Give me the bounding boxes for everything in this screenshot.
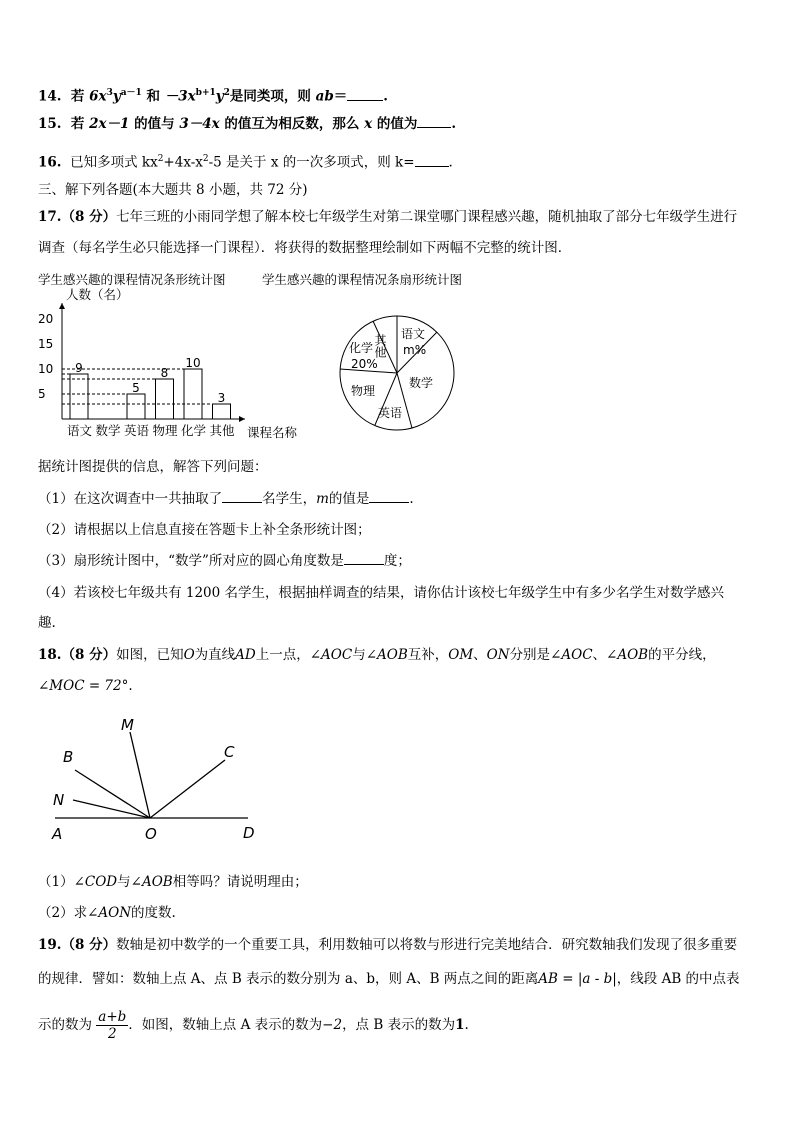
- y-tick-label: 5: [38, 387, 46, 401]
- question-18-part-1: （1）∠COD与∠AOB相等吗？请说明理由；: [38, 874, 308, 890]
- question-number: 17.: [38, 209, 62, 225]
- bar: [184, 369, 202, 419]
- label-a: A: [52, 825, 63, 842]
- label-m: M: [121, 716, 134, 734]
- question-17-part-2: （2）请根据以上信息直接在答题卡上补全条形统计图；: [38, 522, 371, 538]
- answer-blank[interactable]: [417, 115, 451, 128]
- y-tick-label: 10: [38, 362, 54, 376]
- x-tick-label: 数学: [95, 423, 121, 438]
- bar: [156, 379, 174, 419]
- answer-blank[interactable]: [415, 154, 449, 167]
- pie-chart-title: 学生感兴趣的课程情况条扇形统计图: [262, 272, 463, 287]
- question-17-line-1: 17.（8 分）七年三班的小雨同学想了解本校七年级学生对第二课堂哪门课程感兴趣，随机抽取了部分七年级学生进行: [38, 209, 738, 225]
- question-number: 18.: [38, 647, 62, 663]
- question-17-part-3: （3）扇形统计图中，“数学”所对应的圆心角度数是 度；: [38, 553, 411, 569]
- section-heading: 三、解下列各题(本大题共 8 小题，共 72 分): [38, 182, 308, 198]
- label-b: B: [63, 748, 74, 766]
- label-o: O: [145, 825, 157, 842]
- bar: [213, 404, 231, 419]
- bar-data-label: 8: [160, 366, 169, 380]
- question-number: 15.: [38, 116, 62, 132]
- pie-label-math: 数学: [409, 376, 434, 390]
- answer-blank[interactable]: [347, 88, 383, 101]
- bar-data-label: 5: [132, 381, 140, 395]
- x-tick-label: 其他: [209, 423, 235, 438]
- ray-oc: [150, 760, 225, 818]
- pie-chart: [335, 315, 465, 435]
- question-score: （8 分）: [61, 647, 117, 663]
- question-19-line-3: 示的数为 $\frac{a+b}{2}$ ．如图，数轴上点 A 表示的数为−2，点 B 表示的数为1.: [38, 1009, 469, 1042]
- bar-chart-title: 学生感兴趣的课程情况条形统计图: [38, 272, 226, 287]
- ray-on: [73, 800, 150, 818]
- question-18-line-2: ∠MOC = 72°.: [38, 678, 133, 694]
- question-17-line-2: 调查（每名学生必只能选择一门课程）．将获得的数据整理绘制如下两幅不完整的统计图．: [38, 240, 572, 256]
- question-number: 19.: [38, 937, 62, 953]
- question-15: 15. 若 2x－1 的值与 3－4x 的值互为相反数，那么 x 的值为 .: [38, 116, 457, 132]
- y-tick-label: 15: [38, 337, 54, 351]
- x-tick-label: 英语: [124, 423, 150, 438]
- question-number: 16.: [38, 154, 62, 171]
- answer-blank[interactable]: [222, 490, 262, 503]
- pie-label-english: 英语: [378, 406, 403, 420]
- pie-label-other: 其他: [373, 334, 387, 358]
- bar-data-label: 9: [75, 361, 83, 375]
- bar-chart: [30, 283, 310, 443]
- question-19-line-2: 的规律．譬如：数轴上点 A、点 B 表示的数分别为 a、b，则 A、B 两点之间的距离AB = |a - b|，线段 AB 的中点表: [38, 971, 740, 987]
- label-c: C: [224, 743, 235, 761]
- x-tick-label: 物理: [152, 423, 178, 438]
- x-axis-arrow: [239, 416, 245, 422]
- question-16: 16. 已知多项式 $kx^2+4x-x^2-5$ 是关于 x 的一次多项式，则 k= .: [38, 154, 453, 171]
- y-axis-label: 人数（名）: [66, 287, 129, 302]
- pie-label-chinese: 语文: [401, 327, 426, 341]
- pie-label-chem: 化学: [349, 341, 374, 355]
- bar: [127, 394, 145, 419]
- bar-data-label: 10: [185, 356, 201, 370]
- question-score: （8 分）: [61, 209, 117, 225]
- question-18-part-2: （2）求∠AON的度数.: [38, 905, 176, 921]
- pie-label-chinese-pct: m%: [403, 343, 427, 357]
- label-n: N: [53, 791, 65, 809]
- question-17-part-4: （4）若该校七年级共有 1200 名学生，根据抽样调查的结果，请你估计该校七年级学生中有多少名学生对数学感兴: [38, 585, 725, 601]
- label-d: D: [243, 824, 255, 842]
- pie-label-chem-pct: 20%: [351, 357, 378, 371]
- x-tick-label: 化学: [181, 423, 207, 438]
- question-17-part-1: （1）在这次调查中一共抽取了 名学生，m的值是 .: [38, 491, 414, 507]
- x-axis-label: 课程名称: [247, 425, 298, 440]
- fraction: $\frac{a+b}{2}$: [98, 1009, 127, 1042]
- ray-ob: [75, 770, 150, 818]
- ray-om: [130, 732, 150, 818]
- question-score: （8 分）: [61, 937, 117, 953]
- bar-data-label: 3: [217, 391, 226, 405]
- question-18-line-1: 18.（8 分）如图，已知O为直线AD上一点，∠AOC与∠AOB互补，OM、ON分别是∠AOC、∠AOB的平分线，: [38, 647, 716, 663]
- question-17-part-4-cont: 趣.: [38, 615, 56, 631]
- pie-label-physics: 物理: [351, 384, 376, 398]
- answer-blank[interactable]: [369, 490, 409, 503]
- answer-blank[interactable]: [344, 552, 384, 565]
- angle-figure: [45, 712, 285, 842]
- y-tick-label: 20: [38, 312, 54, 326]
- question-number: 14.: [38, 88, 62, 105]
- question-19-line-1: 19.（8 分）数轴是初中数学的一个重要工具，利用数轴可以将数与形进行完美地结合．研究数轴我们发现了很多重要: [38, 937, 738, 953]
- y-axis-arrow: [59, 303, 65, 309]
- question-17-prompt: 据统计图提供的信息，解答下列问题：: [38, 459, 268, 475]
- x-tick-label: 语文: [67, 423, 93, 438]
- question-14: 14. 若 $6x^3y^{a-1}$ 和 $-3x^{b+1}y^2$是同类项，则 ab＝ .: [38, 88, 388, 105]
- bar: [70, 374, 88, 419]
